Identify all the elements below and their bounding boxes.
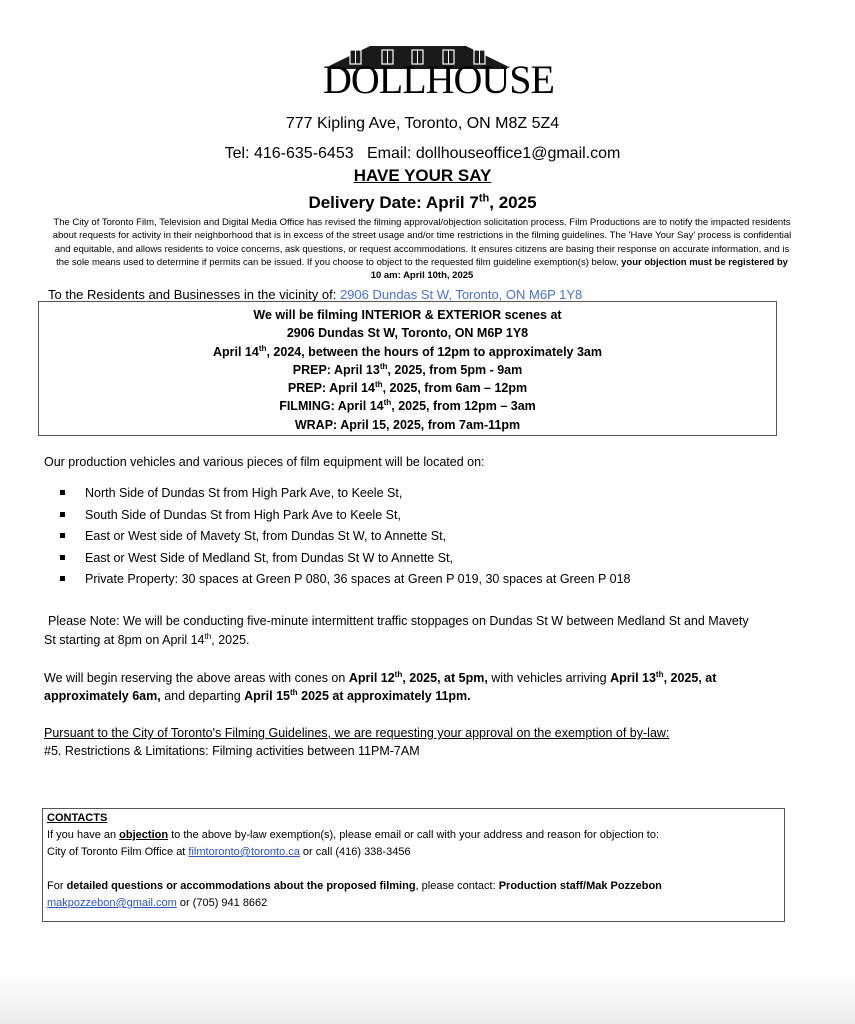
logo-wordmark: DOLLHOUSE: [323, 57, 554, 102]
filming-scenes-line: We will be filming INTERIOR & EXTERIOR scenes at: [253, 308, 562, 322]
filming-address-link: 2906 Dundas St W, Toronto, ON M6P 1Y8: [339, 287, 583, 302]
intro-paragraph: [52, 216, 792, 282]
filming-date-line: April 14th, 2024, between the hours of 12pm to approximately 3am: [212, 343, 603, 359]
vehicles-intro: Our production vehicles and various pieces of film equipment will be located on:: [44, 455, 485, 469]
delivery-date-heading: Delivery Date: April 7th, 2025: [308, 192, 537, 212]
prep-line-1: PREP: April 13th, 2025, from 5pm - 9am: [292, 361, 523, 377]
company-email: Email: dollhouseoffice1@gmail.com: [366, 145, 621, 162]
dollhouse-logo: [323, 44, 554, 102]
reserve-line-2: approximately 6am, and departing April 15th 2025 at approximately 11pm.: [44, 687, 471, 703]
filming-address-line: 2906 Dundas St W, Toronto, ON M6P 1Y8: [286, 326, 529, 340]
company-phone: Tel: 416-635-6453: [224, 145, 354, 162]
pursuant-line: Pursuant to the City of Toronto's Filming Guidelines, we are requesting your approval on the exemption of by-law:: [44, 726, 670, 740]
bullet-square-icon: [60, 576, 65, 581]
reserve-line-1: We will begin reserving the above areas with cones on April 12th, 2025, at 5pm, with vehicles arriving April 13th, 2025, at: [44, 669, 717, 685]
production-contact-line: makpozzebon@gmail.com or (705) 941 8662: [47, 897, 268, 909]
film-office-email-link[interactable]: filmtoronto@toronto.ca: [188, 846, 300, 858]
company-address: 777 Kipling Ave, Toronto, ON M8Z 5Z4: [285, 115, 560, 132]
list-item: Private Property: 30 spaces at Green P 080, 36 spaces at Green P 019, 30 spaces at Green P 018: [60, 570, 630, 592]
production-email-link[interactable]: makpozzebon@gmail.com: [47, 897, 177, 909]
bullet-square-icon: [60, 533, 65, 538]
list-item: East or West Side of Medland St, from Dundas St W to Annette St,: [60, 549, 630, 571]
list-item: South Side of Dundas St from High Park Ave to Keele St,: [60, 506, 630, 528]
contacts-box: [42, 808, 785, 922]
prep-line-2: PREP: April 14th, 2025, from 6am – 12pm: [287, 379, 528, 395]
list-item: East or West side of Mavety St, from Dundas St W, to Annette St,: [60, 527, 630, 549]
bullet-square-icon: [60, 555, 65, 560]
company-contact-line: [0, 145, 845, 163]
filming-line: FILMING: April 14th, 2025, from 12pm – 3am: [279, 397, 536, 413]
page-bottom-shadow: [0, 970, 855, 1024]
objection-line: If you have an objection to the above by-law exemption(s), please email or call with your address and reason for objection to:: [47, 829, 660, 841]
traffic-note-line-2: St starting at 8pm on April 14th, 2025.: [44, 631, 250, 647]
bullet-square-icon: [60, 490, 65, 495]
traffic-note-line-1: Please Note: We will be conducting five-minute intermittent traffic stoppages on Dundas St W between Medland St and Mavety: [48, 614, 749, 628]
residents-line: To the Residents and Businesses in the vicinity of: 2906 Dundas St W, Toronto, ON M6P 1Y8: [48, 287, 583, 302]
list-item: North Side of Dundas St from High Park Ave, to Keele St,: [60, 484, 630, 506]
wrap-line: WRAP: April 15, 2025, from 7am-11pm: [294, 418, 521, 432]
vehicle-locations-list: [60, 484, 630, 592]
filming-details-box: [38, 301, 777, 436]
bullet-square-icon: [60, 512, 65, 517]
detailed-questions-line: For detailed questions or accommodations about the proposed filming, please contact: Production staff/Mak Pozzebon: [47, 880, 662, 892]
contacts-heading: CONTACTS: [47, 812, 108, 824]
objection-deadline: your objection must be registered by 10 am: April 10th, 2025: [370, 256, 788, 282]
have-your-say-heading: HAVE YOUR SAY: [353, 166, 492, 185]
bylaw-exemption-line: #5. Restrictions & Limitations: Filming activities between 11PM-7AM: [44, 744, 420, 758]
film-office-line: City of Toronto Film Office at filmtoronto@toronto.ca or call (416) 338-3456: [47, 846, 411, 858]
intro-text: The City of Toronto Film, Television and Digital Media Office has revised the filming approval/objection solicitation process. Film Productions are to notify the impacted residents about requests for activity in their neighborhood that is in excess of the street usage and/or time restrictions in the filming guidelines. The 'Have Your Say' process is confidential and equitable, and allows residents to voice concerns, ask questions, or request accommodations. It ensures citizens are basing their response on accurate information, and is the sole means used to determine if permits can be issued. If you choose to object to the requested film guideline exemption(s) below,: [52, 217, 792, 268]
